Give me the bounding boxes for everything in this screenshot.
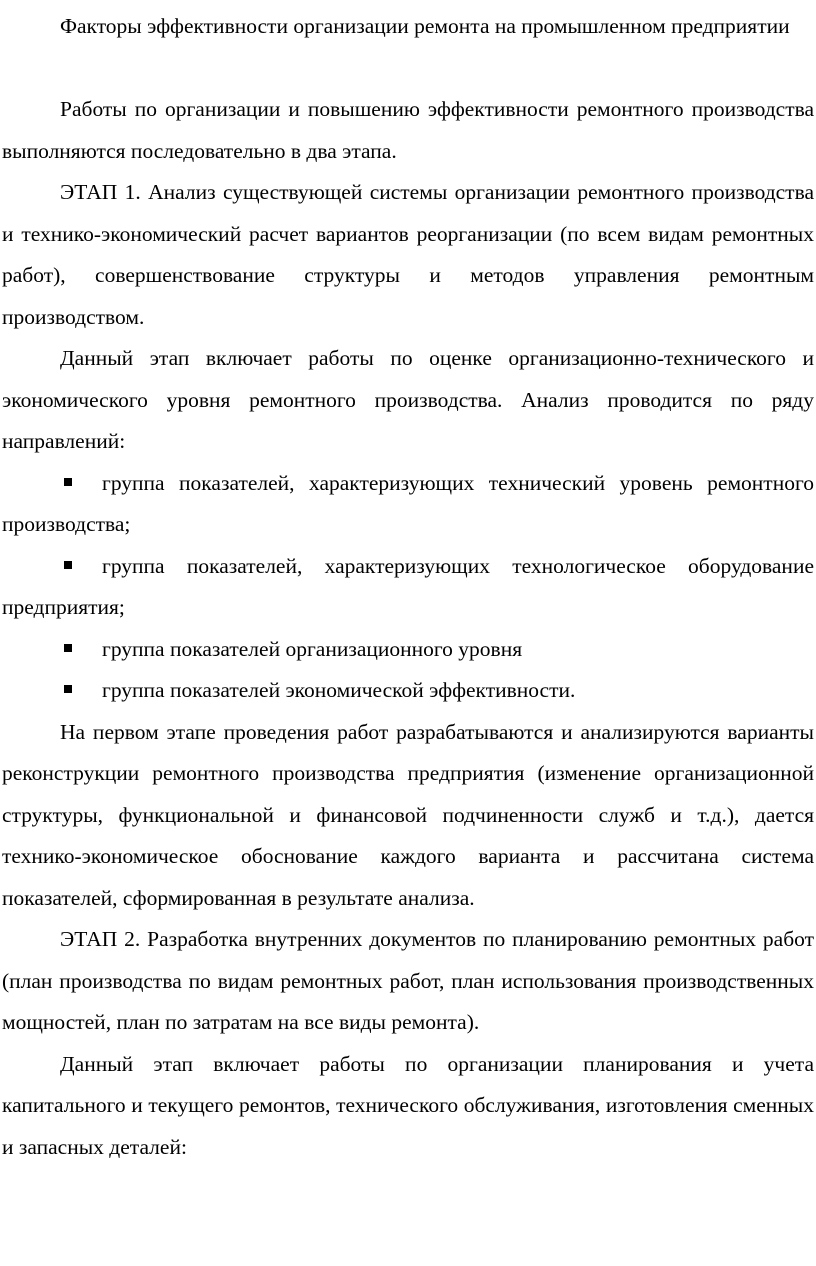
paragraph-stage-1-detail: Данный этап включает работы по оценке организационно-технического и экономического уровня ремонтного производства. Анализ проводится по ряду направлений: <box>2 346 814 453</box>
bullet-text: группа показателей, характеризующих технологическое оборудование предприятия; <box>2 553 814 619</box>
bullet-item <box>2 463 814 546</box>
bullet-item <box>2 670 814 712</box>
bullet-text: группа показателей организационного уровня <box>102 636 523 661</box>
bullet-text: группа показателей, характеризующих технический уровень ремонтного производства; <box>2 470 814 536</box>
blank-line <box>2 48 814 90</box>
paragraph-stage-1-result: На первом этапе проведения работ разрабатываются и анализируются варианты реконструкции ремонтного производства предприятия (изменение организационной структуры, функциональной и финансовой подчиненности служб и т.д.), дается технико-экономическое обоснование каждого варианта и рассчитана система показателей, сформированная в результате анализа. <box>2 719 814 910</box>
document-title: Факторы эффективности организации ремонта на промышленном предприятии <box>60 14 790 38</box>
paragraph-stage-1: ЭТАП 1. Анализ существующей системы организации ремонтного производства и технико-экономический расчет вариантов реорганизации (по всем видам ремонтных работ), совершенствование структуры и методов управления ремонтным производством. <box>2 180 814 329</box>
bullet-item <box>2 629 814 671</box>
square-bullet-icon <box>64 478 72 486</box>
paragraph-intro: Работы по организации и повышению эффективности ремонтного производства выполняются последовательно в два этапа. <box>2 97 814 163</box>
square-bullet-icon <box>64 685 72 693</box>
bullet-item <box>2 546 814 629</box>
paragraph-stage-2-detail: Данный этап включает работы по организации планирования и учета капитального и текущего ремонтов, технического обслуживания, изготовления сменных и запасных деталей: <box>2 1051 814 1159</box>
bullet-text: группа показателей экономической эффективности. <box>102 678 576 702</box>
square-bullet-icon <box>64 644 72 652</box>
paragraph-stage-2: ЭТАП 2. Разработка внутренних документов по планированию ремонтных работ (план производства по видам ремонтных работ, план использования производственных мощностей, план по затратам на все виды ремонта). <box>2 927 814 1034</box>
square-bullet-icon <box>64 561 72 569</box>
